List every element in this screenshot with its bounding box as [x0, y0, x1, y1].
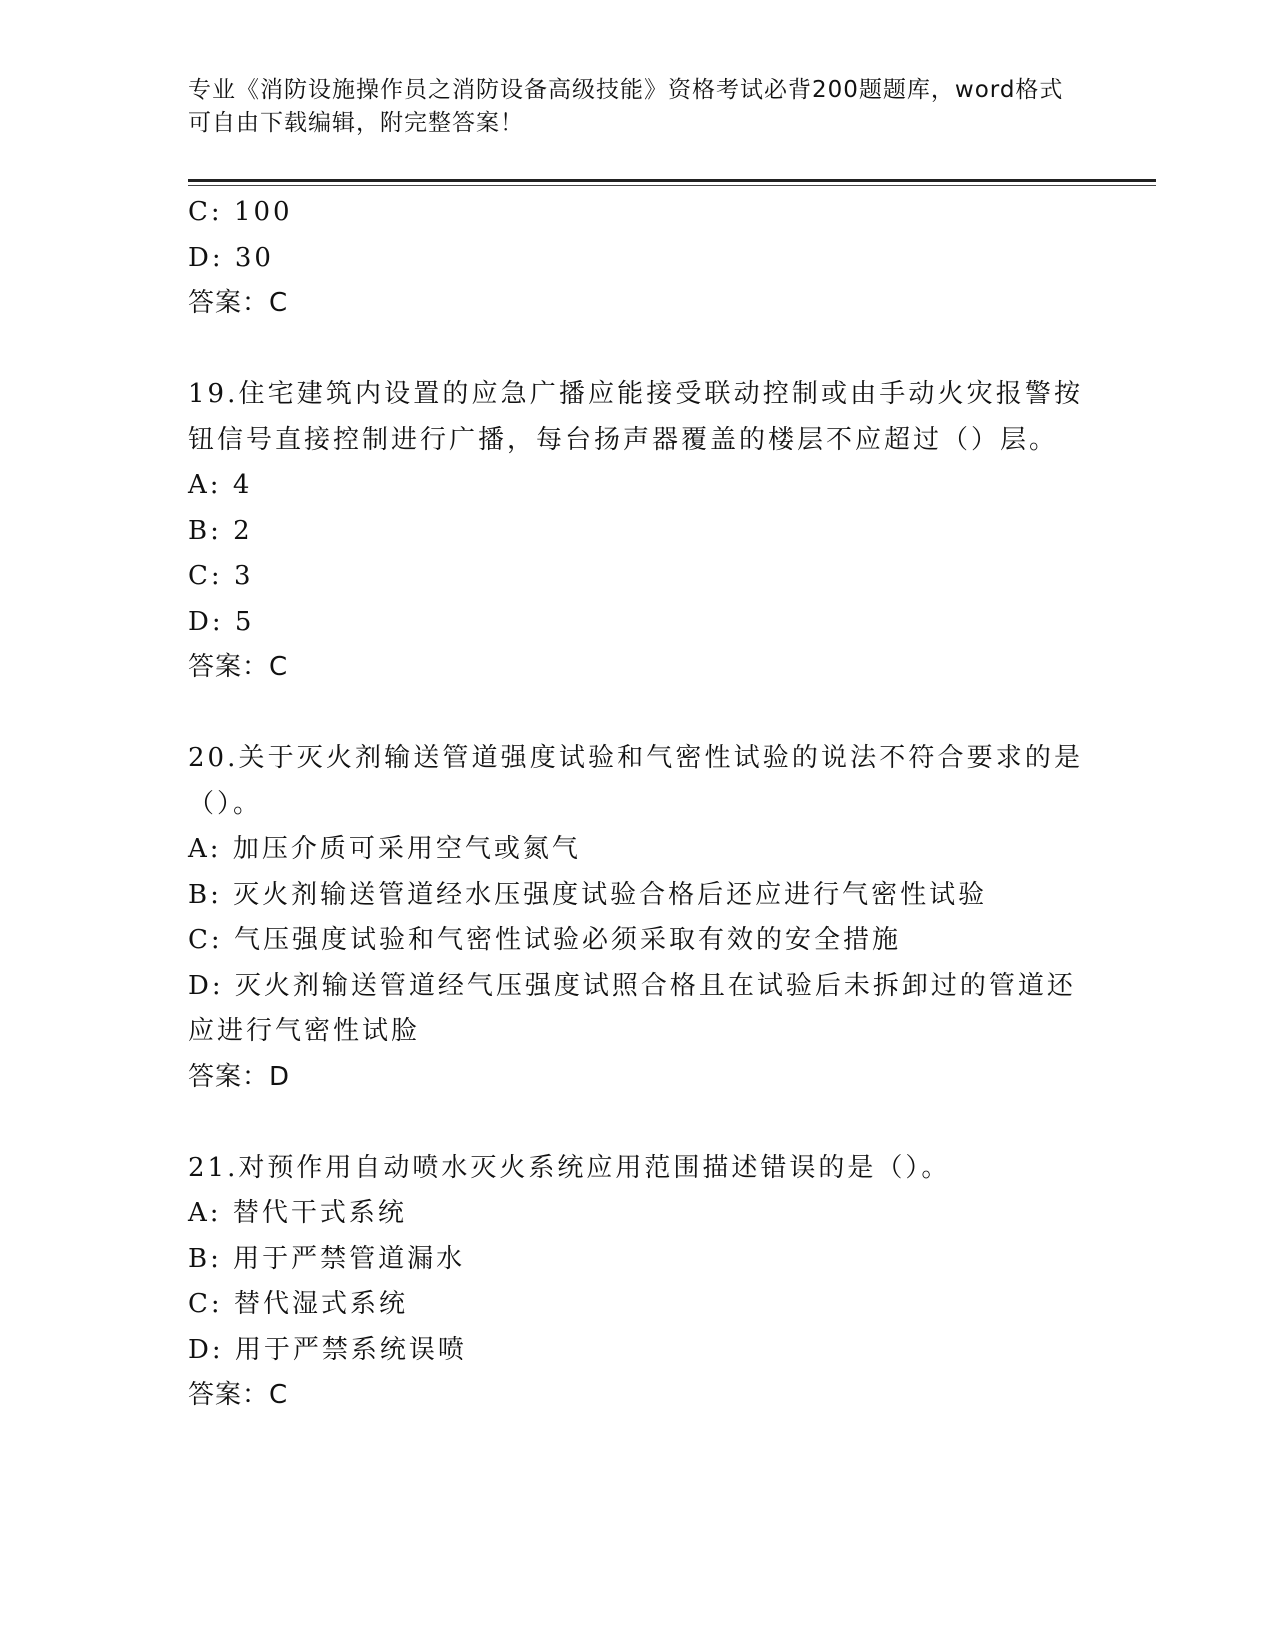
question-text: 20.关于灭火剂输送管道强度试验和气密性试验的说法不符合要求的是（）。 — [188, 743, 1083, 819]
option-c: C: 3 — [188, 561, 254, 591]
answer-line: 答案：C — [188, 1380, 289, 1410]
header-title: 专业《消防设施操作员之消防设备高级技能》资格考试必背200题题库，word格式可自由下载编辑，附完整答案！ — [188, 77, 1064, 136]
option-a: A: 4 — [188, 470, 253, 500]
option-a: A: 加压介质可采用空气或氮气 — [188, 834, 581, 864]
header-divider — [188, 179, 1156, 182]
question-content — [188, 190, 1083, 1419]
option-b: B: 2 — [188, 515, 253, 546]
option-d: D: 5 — [188, 606, 255, 637]
question-partial — [188, 190, 1083, 327]
question-21 — [188, 1146, 1083, 1419]
option-d: D: 用于严禁系统误喷 — [188, 1334, 467, 1365]
answer-line: 答案：C — [188, 288, 289, 318]
page-header — [188, 74, 1068, 140]
option-d: D: 灭火剂输送管道经气压强度试照合格且在试验后未拆卸过的管道还应进行气密性试脸 — [188, 970, 1076, 1046]
option-c: C: 100 — [188, 197, 293, 227]
question-19 — [188, 372, 1083, 691]
header-divider-thin — [188, 185, 1156, 186]
option-b: B: 灭火剂输送管道经水压强度试验合格后还应进行气密性试验 — [188, 879, 988, 910]
question-20 — [188, 736, 1083, 1100]
option-d: D: 30 — [188, 242, 274, 273]
answer-line: 答案：C — [188, 652, 289, 682]
answer-line: 答案：D — [188, 1061, 291, 1092]
option-c: C: 气压强度试验和气密性试验必须采取有效的安全措施 — [188, 925, 901, 955]
option-c: C: 替代湿式系统 — [188, 1289, 408, 1319]
option-a: A: 替代干式系统 — [188, 1198, 407, 1228]
question-text: 21.对预作用自动喷水灭火系统应用范围描述错误的是（）。 — [188, 1152, 951, 1183]
option-b: B: 用于严禁管道漏水 — [188, 1243, 466, 1274]
question-text: 19.住宅建筑内设置的应急广播应能接受联动控制或由手动火灾报警按钮信号直接控制进行广播，每台扬声器覆盖的楼层不应超过（）层。 — [188, 379, 1083, 455]
